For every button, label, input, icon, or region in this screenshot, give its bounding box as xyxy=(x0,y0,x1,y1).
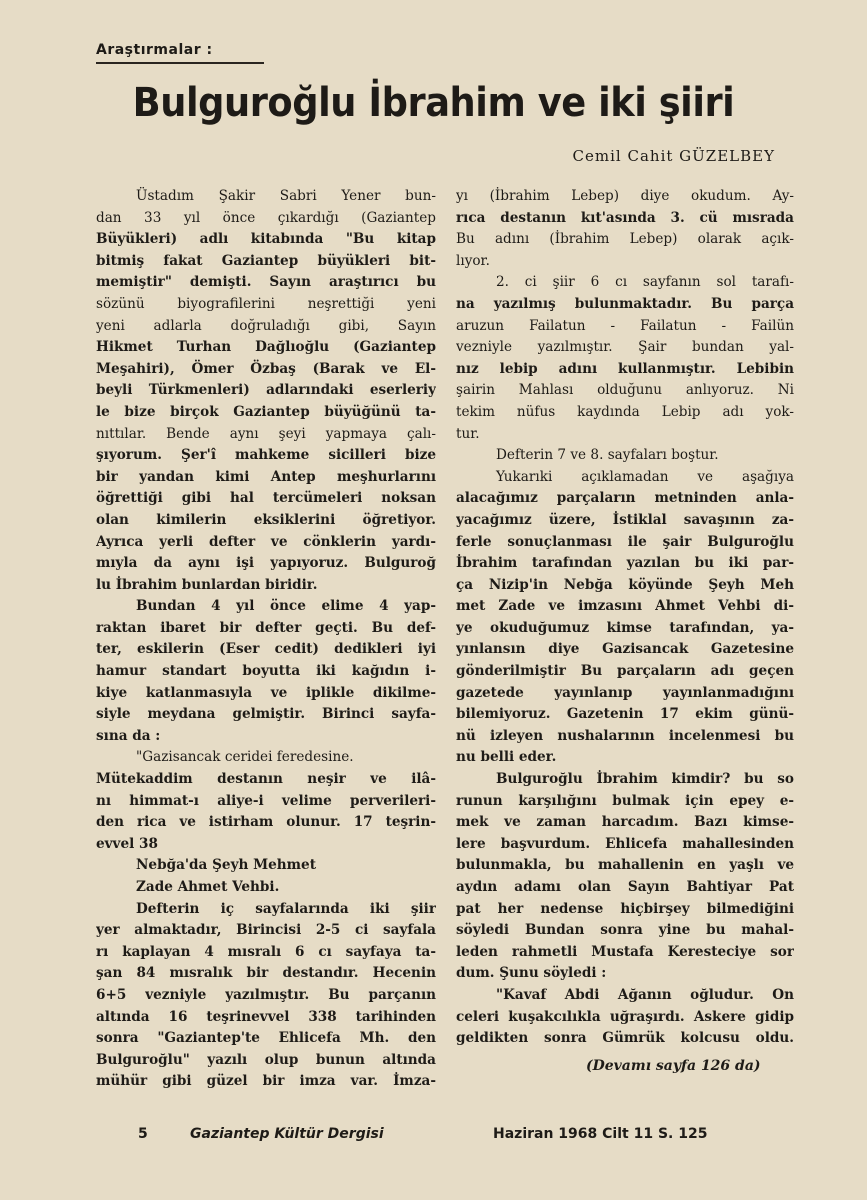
right-column xyxy=(456,186,794,1050)
issue-info: Haziran 1968 Cilt 11 S. 125 xyxy=(493,1126,708,1142)
right-line: vezniyle yazılmıştır. Şair bundan yal- xyxy=(456,339,794,356)
left-line: sonra "Gaziantep'te Ehlicefa Mh. den xyxy=(96,1030,436,1047)
left-line: altında 16 teşrinevvel 338 tarihinden xyxy=(96,1008,436,1025)
left-line: memiştir" demişti. Sayın araştırıcı bu xyxy=(96,274,436,291)
left-line: rı kaplayan 4 mısralı 6 cı sayfaya ta- xyxy=(96,943,436,960)
right-line: na yazılmış bulunmaktadır. Bu parça xyxy=(456,295,794,312)
left-line: Ayrıca yerli defter ve cönklerin yardı- xyxy=(96,533,436,550)
left-line: mıyla da aynı işi yapıyoruz. Bulguroğ xyxy=(96,555,436,572)
left-line: "Gazisancak ceridei feredesine. xyxy=(136,749,354,766)
left-line: den rica ve istirham olunur. 17 teşrin- xyxy=(96,814,436,831)
left-line: 6+5 vezniyle yazılmıştır. Bu parçanın xyxy=(96,986,436,1003)
right-line: nü izleyen nushalarının incelenmesi bu xyxy=(456,727,794,744)
right-line: tur. xyxy=(456,425,480,442)
article-title: Bulguroğlu İbrahim ve iki şiiri xyxy=(132,80,735,126)
right-line: gazetede yayınlanıp yayınlanmadığını xyxy=(456,684,794,701)
right-line: aydın adamı olan Sayın Bahtiyar Pat xyxy=(456,879,794,895)
left-line: hamur standart boyutta iki kağıdın i- xyxy=(96,663,436,680)
right-line: yacağımız üzere, İstiklal savaşının za- xyxy=(456,511,794,528)
right-line: Defterin 7 ve 8. sayfaları boştur. xyxy=(496,447,719,464)
right-line: lere başvurdum. Ehlicefa mahallesinden xyxy=(456,835,794,852)
left-line: şıyorum. Şer'î mahkeme sicilleri bize xyxy=(96,447,436,464)
left-line: dan 33 yıl önce çıkardığı (Gaziantep xyxy=(96,209,436,226)
right-line: bulunmakla, bu mahallenin en yaşlı ve xyxy=(456,857,794,874)
article-author: Cemil Cahit GÜZELBEY xyxy=(572,147,775,165)
left-line: kiye katlanmasıyla ve iplikle dikilme- xyxy=(96,684,436,701)
right-line: ferle sonuçlanması ile şair Bulguroğlu xyxy=(456,533,794,550)
left-line: şan 84 mısralık bir destandır. Hecenin xyxy=(96,965,436,982)
left-line: beyli Türkmenleri) adlarındaki eserleriy xyxy=(96,382,436,399)
right-line: runun karşılığını bulmak için epey e- xyxy=(456,792,794,809)
right-line: alacağımız parçaların metninden anla- xyxy=(456,490,794,507)
left-line: lu İbrahim bunlardan biridir. xyxy=(96,576,318,593)
continued-note: (Devamı sayfa 126 da) xyxy=(586,1058,761,1074)
right-line: mek ve zaman harcadım. Bazı kimse- xyxy=(456,814,794,831)
right-line: Bu adını (İbrahim Lebep) olarak açık- xyxy=(456,231,794,248)
right-line: yınlansın diye Gazisancak Gazetesine xyxy=(456,641,794,658)
right-line: dum. Şunu söyledi : xyxy=(456,965,607,982)
right-line: lıyor. xyxy=(456,252,490,269)
left-line: nı himmat-ı aliye-i velime perverileri- xyxy=(96,792,436,809)
left-line: Defterin iç sayfalarında iki şiir xyxy=(136,900,436,917)
magazine-name: Gaziantep Kültür Dergisi xyxy=(190,1126,384,1142)
left-line: Bundan 4 yıl önce elime 4 yap- xyxy=(136,598,436,615)
right-line: leden rahmetli Mustafa Keresteciye sor xyxy=(456,943,794,960)
page-number: 5 xyxy=(138,1126,148,1142)
right-line: rıca destanın kıt'asında 3. cü mısrada xyxy=(456,209,794,226)
left-line: siyle meydana gelmiştir. Birinci sayfa- xyxy=(96,706,436,723)
left-line: nıttılar. Bende aynı şeyi yapmaya çalı- xyxy=(96,425,436,442)
left-line: Meşahiri), Ömer Özbaş (Barak ve El- xyxy=(96,360,436,377)
left-line: le bize birçok Gaziantep büyüğünü ta- xyxy=(96,403,436,420)
left-line: öğrettiği gibi hal tercümeleri noksan xyxy=(96,490,436,507)
right-line: söyledi Bundan sonra yine bu mahal- xyxy=(456,922,794,939)
left-line: Zade Ahmet Vehbi. xyxy=(136,879,280,895)
right-line: "Kavaf Abdi Ağanın oğludur. On xyxy=(496,986,794,1003)
left-line: sözünü biyografilerini neşrettiği yeni xyxy=(96,295,436,312)
right-line: ça Nizip'in Nebğa köyünde Şeyh Meh xyxy=(456,576,794,593)
right-line: gönderilmiştir Bu parçaların adı geçen xyxy=(456,663,794,680)
left-line: olan kimilerin eksiklerini öğretiyor. xyxy=(96,511,436,528)
right-line: yı (İbrahim Lebep) diye okudum. Ay- xyxy=(456,188,794,204)
right-line: tekim nüfus kaydında Lebip adı yok- xyxy=(456,403,794,420)
left-line: Hikmet Turhan Dağlıoğlu (Gaziantep xyxy=(96,339,436,356)
right-line: met Zade ve imzasını Ahmet Vehbi di- xyxy=(456,598,794,615)
right-line: İbrahim tarafından yazılan bu iki par- xyxy=(456,555,794,572)
left-line: Büyükleri) adlı kitabında "Bu kitap xyxy=(96,231,436,248)
section-label: Araştırmalar : xyxy=(96,42,213,58)
right-line: aruzun Failatun - Failatun - Failün xyxy=(456,317,794,334)
right-line: 2. ci şiir 6 cı sayfanın sol tarafı- xyxy=(496,274,794,291)
left-line: yer almaktadır, Birincisi 2-5 ci sayfala xyxy=(96,922,436,939)
left-line: sına da : xyxy=(96,727,161,744)
left-line: evvel 38 xyxy=(96,835,158,852)
left-line: Nebğa'da Şeyh Mehmet xyxy=(136,857,316,874)
left-line: bir yandan kimi Antep meşhurlarını xyxy=(96,468,436,485)
left-line: Üstadım Şakir Sabri Yener bun- xyxy=(136,188,436,204)
right-line: nu belli eder. xyxy=(456,749,557,766)
right-line: Yukarıki açıklamadan ve aşağıya xyxy=(496,468,794,485)
left-column xyxy=(96,186,436,1093)
left-line: yeni adlarla doğruladığı gibi, Sayın xyxy=(96,317,436,334)
right-line: celeri kuşakcılıkla uğraşırdı. Askere gidip xyxy=(456,1008,794,1025)
right-line: geldikten sonra Gümrük kolcusu oldu. xyxy=(456,1030,794,1047)
left-line: Mütekaddim destanın neşir ve ilâ- xyxy=(96,771,436,788)
right-line: Bulguroğlu İbrahim kimdir? bu so xyxy=(496,771,794,788)
right-line: nız lebip adını kullanmıştır. Lebibin xyxy=(456,360,794,377)
left-line: Bulguroğlu" yazılı olup bunun altında xyxy=(96,1051,436,1068)
right-line: şairin Mahlası olduğunu anlıyoruz. Ni xyxy=(456,382,794,399)
left-line: mühür gibi güzel bir imza var. İmza- xyxy=(96,1073,436,1090)
right-line: ye okuduğumuz kimse tarafından, ya- xyxy=(456,619,794,636)
left-line: raktan ibaret bir defter geçti. Bu def- xyxy=(96,619,436,636)
left-line: bitmiş fakat Gaziantep büyükleri bit- xyxy=(96,252,436,269)
left-line: ter, eskilerin (Eser cedit) dedikleri iyi xyxy=(96,641,436,658)
section-underline xyxy=(96,62,264,64)
right-line: bilemiyoruz. Gazetenin 17 ekim günü- xyxy=(456,706,794,723)
right-line: pat her nedense hiçbirşey bilmediğini xyxy=(456,900,794,917)
